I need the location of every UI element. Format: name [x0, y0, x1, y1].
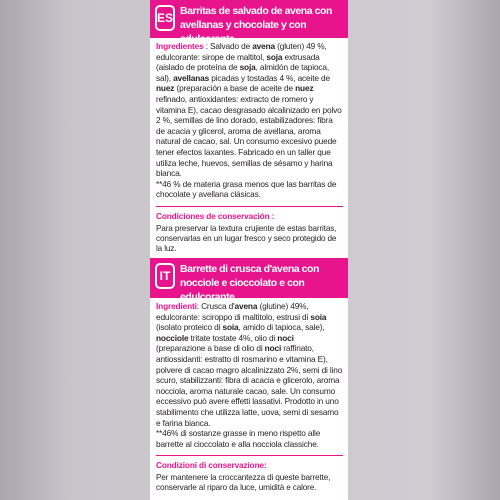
divider-es — [156, 206, 343, 207]
product-title-it: Barrette di crusca d'avena con nocciole e cioccolato e con edulcorante — [180, 263, 319, 303]
ingredient-text: refinado, antioxidantes: extracto de romero y vitamina E), cacao desgrasado alcalinizado en polvo 2 %, semillas de lino dorado, estabilizadores: fibra de acacia y glicerol, aroma de avellana, aroma natural de cacao, sal. Un consumo excesivo puede tener efectos laxantes. Fabricado en un taller que utiliza leche, huevos, semillas de sésamo y harina blanca. — [156, 93, 342, 179]
body-es — [150, 38, 348, 255]
allergen-word: nuez — [156, 83, 175, 94]
language-badge-it: IT — [155, 263, 175, 289]
allergen-word: avellanas — [173, 72, 210, 83]
conservation-text-es: Para preservar la textura crujiente de estas barritas, conservarlas en un lugar fresco y seco protegido de la luz. — [156, 223, 337, 254]
allergen-word: soja — [239, 62, 256, 73]
product-title-es: Barritas de salvado de avena con avellanas y chocolate y con edulcorante — [180, 5, 332, 45]
allergen-word: nuez — [295, 83, 314, 94]
allergen-word: avena — [234, 301, 258, 311]
ingredients-text-it — [156, 301, 342, 428]
conservation-title-it: Condizioni di conservazione: — [156, 460, 267, 471]
fat-note-it: **46% di sostanze grasse in meno rispetto alle barrette al cioccolato e alla nocciola classiche. — [156, 428, 321, 449]
ingredient-text: tritate tostate 4%, olio di — [188, 332, 278, 343]
ingredient-text: (preparazione a base di olio di — [156, 343, 265, 354]
ingredient-text: (glutine) 49%, edulcorante: sciroppo di maltitolo, estrusi di — [156, 301, 311, 322]
ingredient-text: (isolato proteico di — [156, 322, 223, 333]
ingredient-text: picadas y tostadas 4 %, aceite de — [209, 72, 330, 83]
ingredients-es — [156, 41, 343, 179]
ingredient-text: , amido di tapioca, sale), — [238, 322, 325, 333]
ingredients-it — [156, 301, 343, 428]
language-badge-es: ES — [155, 5, 175, 31]
divider-it — [156, 455, 343, 456]
ingredient-text: (preparación a base de aceite de — [174, 83, 296, 94]
body-it — [150, 298, 348, 494]
ingredients-label-it: Ingredienti — [156, 301, 197, 311]
conservation-title-es: Condiciones de conservación : — [156, 210, 275, 221]
allergen-word: noci — [277, 332, 294, 343]
allergen-word: nocciole — [156, 332, 189, 343]
ingredient-text: , almidón de tapioca, sal), — [156, 62, 330, 83]
header-it — [150, 258, 348, 303]
allergen-word: avena — [252, 41, 275, 51]
allergen-word: noci — [264, 343, 282, 354]
ingredient-text: raffinato, antiossidanti: estratto di rosmarino e vitamina E), polvere di cacao magro alcalinizzato 2%, semi di lino scuro, stabilizzanti: fibra di acacia e glicerolo, aroma nocciola, aroma naturale cacao, sale. Un consumo eccessivo può avere effetti lassativi. Prodotto in uno stabilimento che utilizza latte, uova, semi di sesamo e farina bianca. — [156, 343, 343, 428]
ingredients-text-es — [156, 41, 342, 178]
label-panel-it — [150, 258, 348, 500]
allergen-word: soja — [266, 51, 283, 62]
header-es — [150, 0, 348, 45]
ingredient-text: extrusada (aislado de proteína de — [156, 51, 320, 73]
ingredients-label-es: Ingredientes — [156, 41, 204, 51]
ingredient-text: : Crusca d' — [196, 301, 235, 311]
ingredient-text: (gluten) 49 %, edulcorante: sirope de maltitol, — [156, 41, 327, 62]
allergen-word: soia — [310, 311, 327, 322]
fat-note-es: **46 % de materia grasa menos que las barritas de chocolate y avellana clásicas. — [156, 178, 337, 200]
conservation-text-it: Per mantenere la croccantezza di queste barrette, conservarle al riparo da luce, umidità e calore. — [156, 472, 331, 493]
ingredient-text: : Salvado de — [203, 41, 253, 51]
label-panel-es — [150, 0, 348, 258]
allergen-word: soia — [222, 322, 239, 333]
